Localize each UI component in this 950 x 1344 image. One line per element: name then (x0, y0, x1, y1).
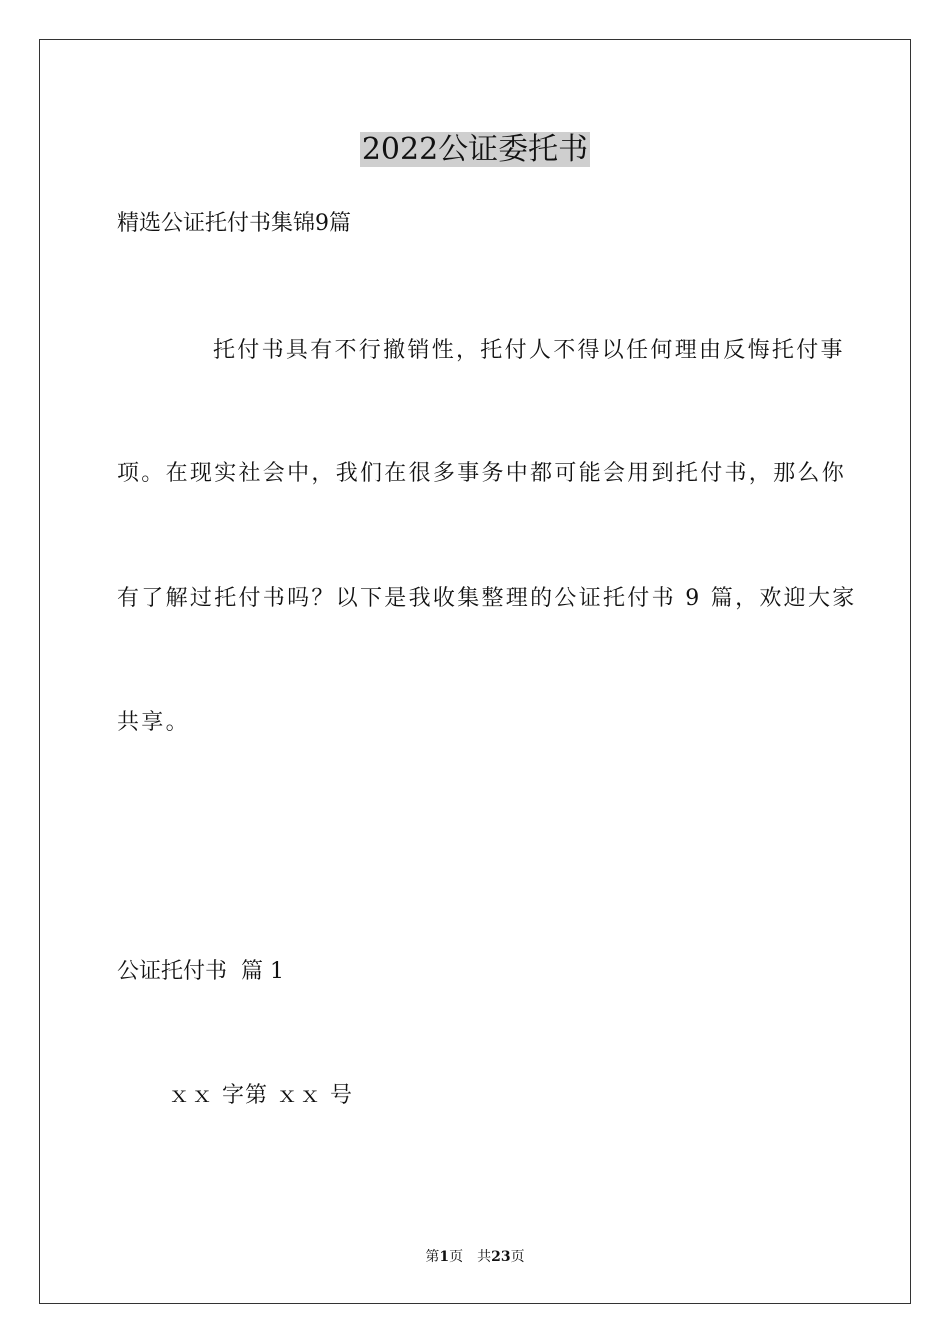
footer-page-suffix: 页 (510, 1249, 525, 1265)
section-heading: 公证托付书 篇 1 (117, 959, 284, 984)
page-footer (0, 1248, 950, 1266)
intro-paragraph-line-1: 托付书具有不行撤销性，托付人不得以任何理由反悔托付事 (213, 338, 845, 363)
document-number: ｘｘ 字第 ｘｘ 号 (168, 1083, 353, 1108)
intro-paragraph-line-2: 项。在现实社会中，我们在很多事务中都可能会用到托付书，那么你 (117, 461, 847, 486)
footer-page-mid: 页 共 (449, 1249, 492, 1265)
footer-total-pages: 23 (491, 1249, 511, 1265)
document-title-text: 2022公证委托书 (361, 132, 589, 167)
footer-current-page: 1 (439, 1249, 450, 1265)
document-subtitle: 精选公证托付书集锦9篇 (117, 211, 351, 236)
intro-paragraph-line-4: 共享。 (117, 710, 190, 735)
footer-page-prefix: 第 (425, 1249, 440, 1265)
document-title (0, 128, 950, 172)
intro-paragraph-line-3: 有了解过托付书吗？以下是我收集整理的公证托付书 9 篇，欢迎大家 (117, 586, 857, 611)
